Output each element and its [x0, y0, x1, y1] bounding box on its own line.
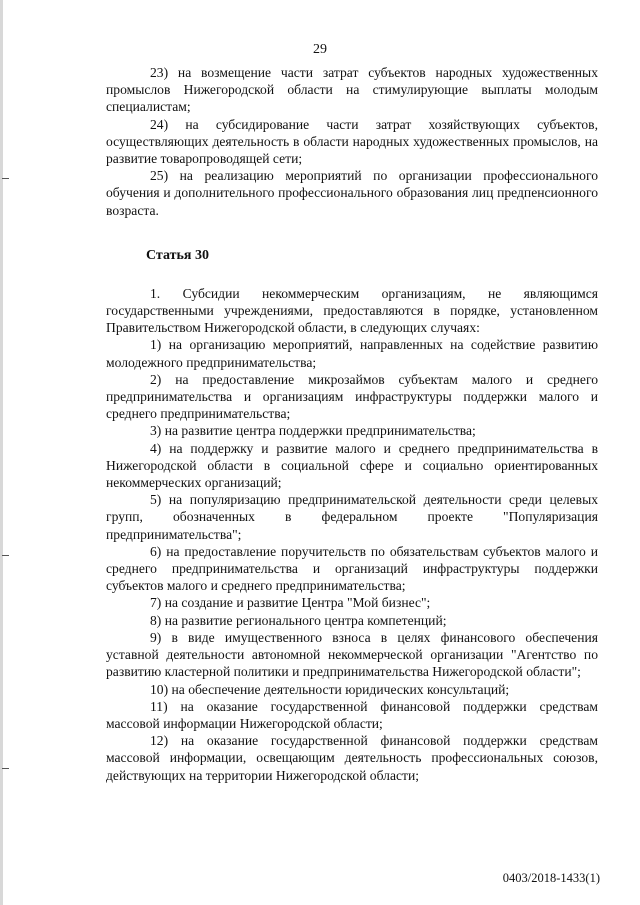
scan-edge-mark: [2, 555, 9, 556]
document-code: 0403/2018-1433(1): [502, 871, 600, 885]
article-item-11: 11) на оказание государственной финансовой поддержки средствам массовой информации Нижегородской области;: [106, 698, 598, 731]
article-item-1: 1) на организацию мероприятий, направленных на содействие развитию молодежного предпринимательства;: [106, 337, 598, 370]
article-item-3: 3) на развитие центра поддержки предпринимательства;: [150, 423, 476, 439]
spacer: [106, 265, 598, 285]
article-title: Статья 30: [146, 247, 209, 263]
article-item-12: 12) на оказание государственной финансовой поддержки средствам массовой информации, освещающим деятельность профессиональных союзов, действующих на территории Нижегородской области;: [106, 733, 598, 783]
article-intro-paragraph: 1. Субсидии некоммерческим организациям, не являющимся государственными учреждениями, предоставляются в порядке, установленном Правительством Нижегородской области, в следующих случаях:: [106, 285, 598, 336]
paragraph-item-25: 25) на реализацию мероприятий по организации профессионального обучения и дополнительного профессионального образования лиц предпенсионного возраста.: [106, 168, 598, 218]
article-item-10: 10) на обеспечение деятельности юридических консультаций;: [150, 681, 510, 697]
scan-left-edge: [0, 0, 3, 905]
document-body: [106, 64, 598, 784]
article-item-9: 9) в виде имущественного взноса в целях финансового обеспечения уставной деятельности автономной некоммерческой организации "Агентство по развитию кластерной политики и предпринимательства Нижегородской области";: [106, 629, 598, 680]
scan-edge-mark: [2, 768, 9, 769]
article-item-4: 4) на поддержку и развитие малого и среднего предпринимательства в Нижегородской области в социальной сфере и социально ориентированных некоммерческих организаций;: [106, 440, 598, 491]
article-item-7: 7) на создание и развитие Центра "Мой бизнес";: [150, 595, 431, 611]
page-number: 29: [313, 42, 327, 57]
paragraph-item-24: 24) на субсидирование части затрат хозяйствующих субъектов, осуществляющих деятельность в области народных художественных промыслов, на развитие товаропроводящей сети;: [106, 116, 598, 167]
article-item-6: 6) на предоставление поручительств по обязательствам субъектов малого и среднего предпринимательства и организаций инфраструктуры поддержки субъектов малого и среднего предпринимательства;: [106, 543, 598, 594]
article-item-2: 2) на предоставление микрозаймов субъектам малого и среднего предпринимательства и организациям инфраструктуры поддержки малого и среднего предпринимательства;: [106, 371, 598, 422]
paragraph-item-23: 23) на возмещение части затрат субъектов народных художественных промыслов Нижегородской области на стимулирующие выплаты молодым специалистам;: [106, 65, 598, 115]
scan-edge-mark: [2, 178, 9, 179]
article-item-5: 5) на популяризацию предпринимательской деятельности среди целевых групп, обозначенных в федеральном проекте "Популяризация предпринимательства";: [106, 492, 598, 542]
article-item-8: 8) на развитие регионального центра компетенций;: [150, 612, 447, 628]
